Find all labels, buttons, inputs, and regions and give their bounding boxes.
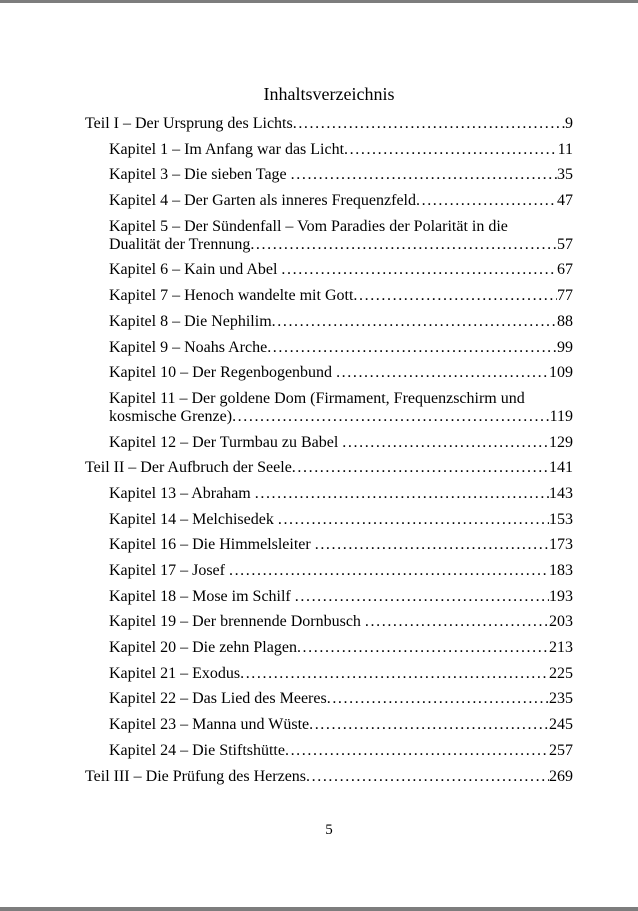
toc-entry-label: Kapitel 22 – Das Lied des Meeres	[109, 690, 327, 708]
toc-entry-label: kosmische Grenze)	[109, 407, 233, 425]
toc-entry[interactable]	[85, 485, 573, 503]
toc-entry[interactable]	[85, 339, 573, 357]
toc-entry[interactable]	[85, 115, 573, 133]
dot-leader	[281, 261, 557, 279]
dot-leader	[278, 511, 549, 529]
dot-leader	[327, 690, 549, 708]
table-of-contents	[85, 115, 573, 786]
toc-entry-label: Teil III – Die Prüfung des Herzens	[85, 767, 307, 785]
toc-entry[interactable]	[85, 218, 573, 254]
toc-entry-page-number: 9	[565, 115, 573, 132]
toc-entry-page-number: 143	[549, 484, 573, 502]
toc-entry-label: Kapitel 18 – Mose im Schilf	[109, 587, 295, 605]
dot-leader	[285, 742, 549, 760]
toc-entry[interactable]	[85, 313, 573, 331]
toc-entry[interactable]	[85, 166, 573, 184]
dot-leader	[291, 166, 557, 184]
toc-entry-page-number: 183	[549, 562, 573, 579]
toc-entry-page-number: 235	[549, 690, 573, 708]
toc-entry-page-number: 47	[557, 192, 573, 210]
dot-leader	[342, 434, 549, 452]
toc-entry-label: Kapitel 20 – Die zehn Plagen	[109, 639, 297, 657]
toc-entry-label: Kapitel 13 – Abraham	[109, 484, 255, 502]
toc-entry[interactable]	[85, 716, 573, 734]
footer-page-number: 5	[325, 822, 333, 838]
page-top-boundary	[0, 0, 638, 3]
toc-entry-page-number: 88	[557, 312, 573, 330]
toc-entry[interactable]	[85, 511, 573, 529]
dot-leader	[292, 459, 549, 477]
toc-entry[interactable]	[85, 613, 573, 631]
document-page	[85, 84, 573, 793]
dot-leader	[229, 562, 549, 580]
toc-entry-label-line1: Kapitel 11 – Der goldene Dom (Firmament, Frequenzschirm und	[109, 389, 525, 407]
dot-leader	[365, 613, 549, 631]
toc-entry-page-number: 203	[549, 613, 573, 631]
toc-entry[interactable]	[85, 588, 573, 606]
dot-leader	[344, 141, 558, 159]
toc-entry[interactable]	[85, 434, 573, 452]
dot-leader	[353, 287, 557, 305]
toc-entry-page-number: 109	[549, 364, 573, 382]
toc-entry[interactable]	[85, 742, 573, 760]
toc-entry-page-number: 99	[557, 338, 573, 356]
toc-entry-page-number: 245	[549, 716, 573, 734]
page-title: Inhaltsverzeichnis	[263, 84, 395, 104]
toc-entry-label: Kapitel 8 – Die Nephilim	[109, 312, 272, 330]
dot-leader	[272, 313, 557, 331]
toc-entry-page-number: 57	[557, 235, 573, 253]
toc-entry[interactable]	[85, 192, 573, 210]
toc-entry-label: Kapitel 7 – Henoch wandelte mit Gott	[109, 287, 354, 305]
toc-entry-label: Kapitel 6 – Kain und Abel	[109, 261, 282, 279]
dot-leader	[309, 716, 549, 734]
toc-entry-page-number: 119	[549, 407, 573, 425]
toc-entry-label: Kapitel 9 – Noahs Arche	[109, 338, 268, 356]
toc-entry-label: Kapitel 24 – Die Stiftshütte	[109, 741, 285, 759]
toc-entry[interactable]	[85, 665, 573, 683]
toc-entry-page-number: 193	[549, 587, 573, 605]
dot-leader	[267, 339, 557, 357]
dot-leader	[293, 115, 565, 133]
dot-leader	[240, 665, 549, 683]
page-bottom-boundary	[0, 907, 638, 911]
dot-leader	[315, 536, 549, 554]
toc-entry[interactable]	[85, 364, 573, 382]
toc-entry[interactable]	[85, 141, 573, 159]
toc-entry[interactable]	[85, 690, 573, 708]
toc-entry-page-number: 269	[549, 767, 573, 785]
toc-entry-label: Kapitel 4 – Der Garten als inneres Frequenzfeld	[109, 192, 416, 210]
toc-entry-label-line1: Kapitel 5 – Der Sündenfall – Vom Paradies der Polarität in die	[109, 217, 508, 235]
dot-leader	[232, 408, 550, 426]
toc-entry-label: Kapitel 23 – Manna und Wüste	[109, 716, 310, 734]
toc-entry-page-number: 141	[549, 459, 573, 477]
toc-entry[interactable]	[85, 536, 573, 554]
toc-entry[interactable]	[85, 287, 573, 305]
toc-entry-page-number: 129	[549, 433, 573, 451]
dot-leader	[295, 588, 549, 606]
toc-entry-page-number: 67	[557, 261, 573, 279]
toc-entry-label: Dualität der Trennung	[109, 235, 251, 253]
toc-entry[interactable]	[85, 261, 573, 279]
dot-leader	[306, 768, 549, 786]
toc-entry[interactable]	[85, 390, 573, 426]
toc-entry-label: Kapitel 1 – Im Anfang war das Licht	[109, 140, 345, 158]
dot-leader	[255, 485, 549, 503]
dot-leader	[336, 364, 549, 382]
toc-entry-label: Kapitel 3 – Die sieben Tage	[109, 166, 291, 184]
dot-leader	[416, 192, 557, 210]
toc-entry-label: Teil I – Der Ursprung des Lichts	[85, 115, 293, 132]
toc-entry-page-number: 153	[549, 510, 573, 528]
toc-entry-page-number: 11	[557, 140, 573, 158]
toc-entry-label: Kapitel 21 – Exodus	[109, 664, 241, 682]
toc-entry[interactable]	[85, 639, 573, 657]
toc-entry-label: Kapitel 17 – Josef	[109, 562, 229, 579]
toc-entry-page-number: 77	[557, 287, 573, 305]
toc-entry[interactable]	[85, 768, 573, 786]
toc-entry-page-number: 225	[549, 664, 573, 682]
dot-leader	[297, 639, 549, 657]
toc-entry-label: Kapitel 19 – Der brennende Dornbusch	[109, 613, 365, 631]
toc-entry-page-number: 35	[557, 166, 573, 184]
toc-entry-label: Teil II – Der Aufbruch der Seele	[85, 459, 292, 477]
toc-entry-label: Kapitel 12 – Der Turmbau zu Babel	[109, 433, 343, 451]
toc-entry-page-number: 213	[549, 639, 573, 657]
toc-entry-page-number: 173	[549, 536, 573, 554]
toc-entry-label: Kapitel 16 – Die Himmelsleiter	[109, 536, 315, 554]
toc-entry[interactable]	[85, 562, 573, 580]
toc-entry-page-number: 257	[549, 741, 573, 759]
toc-entry-label: Kapitel 14 – Melchisedek	[109, 510, 278, 528]
toc-entry[interactable]	[85, 459, 573, 477]
toc-entry-label: Kapitel 10 – Der Regenbogenbund	[109, 364, 337, 382]
dot-leader	[250, 236, 557, 254]
